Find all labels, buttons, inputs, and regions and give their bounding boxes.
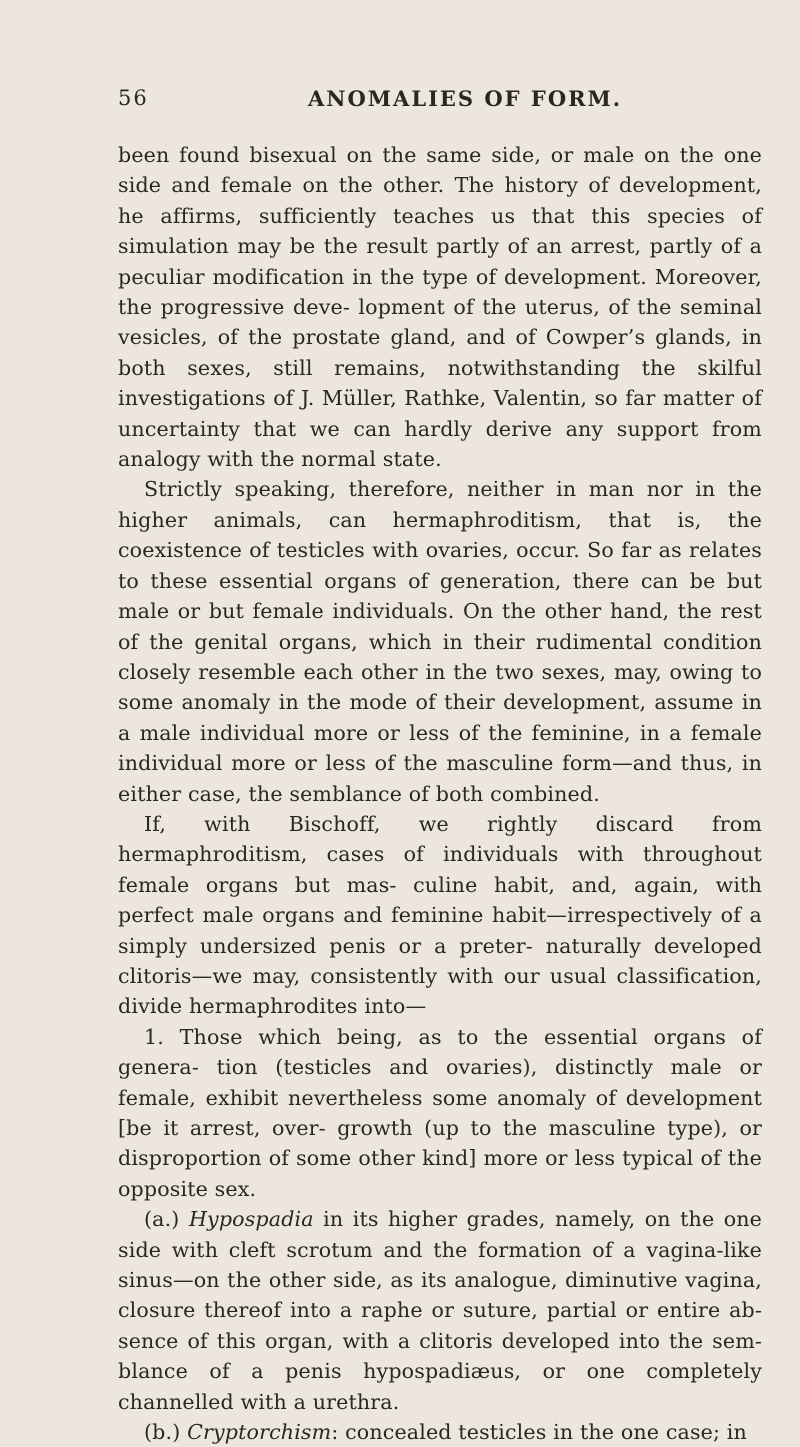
list-item-a xyxy=(118,1204,762,1417)
paragraph-continuation: been found bisexual on the same side, or male on the one side and female on the other. The history of development, he affirms, sufficiently teaches us that this species of simulation may be the result partly of an arrest, partly of a peculiar modification in the type of development. Moreover, the progressive deve- lopment of the uterus, of the seminal vesicles, of the prostate gland, and of Cowper’s glands, in both sexes, still remains, notwithstanding the skilful investigations of J. Müller, Rathke, Valentin, so far matter of uncertainty that we can hardly derive any support from analogy with the normal state. xyxy=(118,143,762,472)
item-a-term: Hypospadia xyxy=(188,1207,314,1232)
item-b-text: : concealed testicles in the one case; in xyxy=(331,1420,747,1445)
running-title: ANOMALIES OF FORM. xyxy=(308,86,623,111)
item-b-term: Cryptorchism xyxy=(187,1420,332,1445)
list-item-b xyxy=(118,1417,762,1447)
item-b-label: (b.) xyxy=(144,1420,181,1445)
paragraph-strictly-speaking: Strictly speaking, therefore, neither in man nor in the higher animals, can hermaphroditism, that is, the coexistence of testicles with ovaries, occur. So far as relates to these essential organs of generation, there can be but male or but female individuals. On the other hand, the rest of the genital organs, which in their rudimental condition closely resemble each other in the two sexes, may, owing to some anomaly in the mode of their development, assume in a male individual more or less of the feminine, in a female individual more or less of the masculine form—and thus, in either case, the semblance of both combined. xyxy=(118,477,762,806)
item-a-text: in its higher grades, namely, on the one side with cleft scrotum and the formation of a vagina-like sinus—on the other side, as its analogue, diminutive vagina, closure thereof into a raphe or suture, partial or entire ab- sence of this organ, with a clitoris developed into the sem- blance of a penis hypospadiæus, or one completely channelled with a urethra. xyxy=(118,1207,763,1414)
body-text xyxy=(118,140,762,1447)
item-a-label: (a.) xyxy=(144,1207,180,1232)
page-number: 56 xyxy=(118,86,149,110)
paragraph-bischoff: If, with Bischoff, we rightly discard from hermaphroditism, cases of individuals with throughout female organs but mas- culine habit, and, again, with perfect male organs and feminine habit—irrespectively of a simply undersized penis or a preter- naturally developed clitoris—we may, consistently with our usual classification, divide hermaphrodites into— xyxy=(118,811,762,1019)
list-item-1: 1. Those which being, as to the essential organs of genera- tion (testicles and ovaries), distinctly male or female, exhibit nevertheless some anomaly of development [be it arrest, over- growth (up to the masculine type), or disproportion of some other kind] more or less typical of the opposite sex. xyxy=(118,1024,762,1201)
running-head xyxy=(118,86,762,120)
